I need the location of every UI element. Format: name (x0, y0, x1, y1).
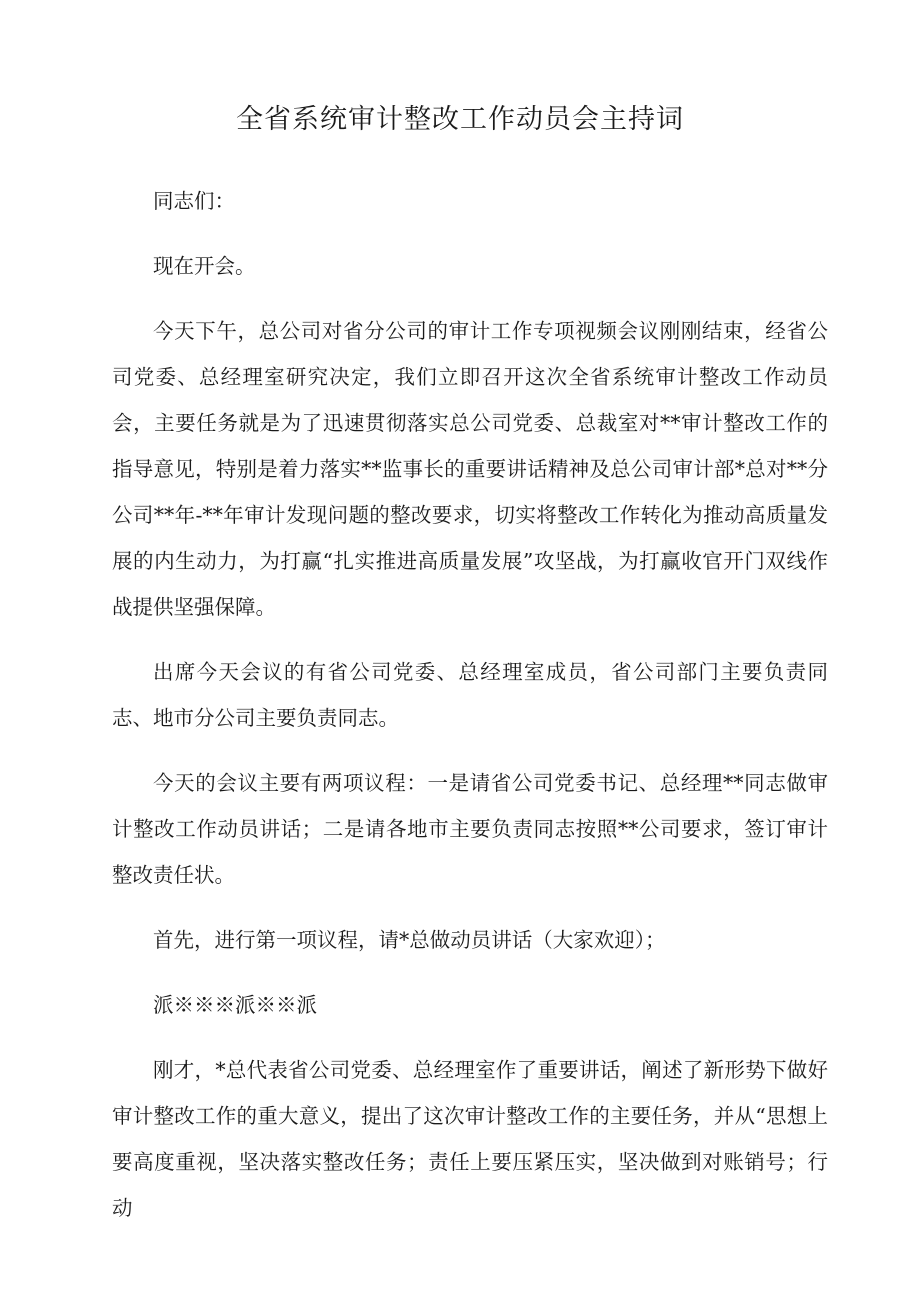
paragraph-background: 今天下午，总公司对省分公司的审计工作专项视频会议刚刚结束，经省公司党委、总经理室研究决定，我们立即召开这次全省系统审计整改工作动员会，主要任务就是为了迅速贯彻落实总公司党委、总裁室对**审计整改工作的指导意见，特别是着力落实**监事长的重要讲话精神及总公司审计部*总对**分公司**年-**年审计发现问题的整改要求，切实将整改工作转化为推动高质量发展的内生动力，为打赢“扎实推进高质量发展”攻坚战，为打赢收官开门双线作战提供坚强保障。 (112, 319, 828, 619)
document-title: 全省系统审计整改工作动员会主持词 (236, 104, 684, 135)
paragraph-summary: 刚才，*总代表省公司党委、总经理室作了重要讲话，阐述了新形势下做好审计整改工作的重大意义，提出了这次审计整改工作的主要任务，并从“思想上要高度重视，坚决落实整改任务；责任上要压紧压实，坚决做到对账销号；行动 (112, 1058, 828, 1220)
paragraph-separator: 派※※※派※※派 (153, 993, 317, 1017)
paragraph-agenda: 今天的会议主要有两项议程：一是请省公司党委书记、总经理**同志做审计整改工作动员讲话；二是请各地市主要负责同志按照**公司要求，签订审计整改责任状。 (112, 771, 828, 887)
paragraph-attendees: 出席今天会议的有省公司党委、总经理室成员，省公司部门主要负责同志、地市分公司主要负责同志。 (112, 660, 828, 730)
paragraph-first-item: 首先，进行第一项议程，请*总做动员讲话（大家欢迎）； (153, 928, 666, 952)
paragraph-salutation: 同志们： (153, 189, 235, 213)
document-body (112, 178, 828, 1250)
paragraph-opening: 现在开会。 (153, 254, 256, 278)
